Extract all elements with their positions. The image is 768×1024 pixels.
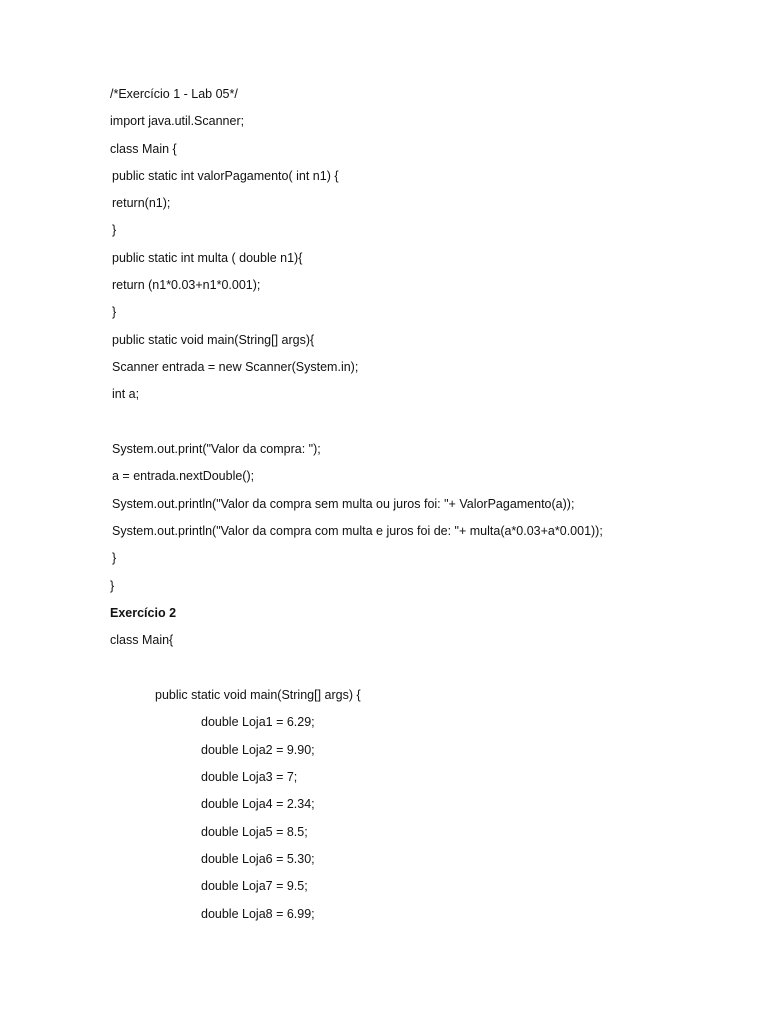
code-println-line: System.out.println("Valor da compra sem multa ou juros foi: "+ ValorPagamento(a));	[112, 497, 575, 511]
code-variable-line: double Loja3 = 7;	[201, 770, 298, 784]
code-declaration-line: int a;	[112, 387, 140, 401]
code-variable-line: double Loja4 = 2.34;	[201, 797, 315, 811]
code-method-line: public static int valorPagamento( int n1) {	[112, 169, 339, 183]
code-variable-line: double Loja5 = 8.5;	[201, 825, 308, 839]
section-heading: Exercício 2	[110, 606, 177, 620]
code-variable-line: double Loja8 = 6.99;	[201, 907, 315, 921]
code-main-line: public static void main(String[] args) {	[155, 688, 361, 702]
code-println-line: System.out.println("Valor da compra com multa e juros foi de: "+ multa(a*0.03+a*0.001));	[112, 524, 603, 538]
code-comment-line: /*Exercício 1 - Lab 05*/	[110, 87, 238, 101]
code-class-line: class Main {	[110, 142, 177, 156]
code-variable-line: double Loja6 = 5.30;	[201, 852, 315, 866]
code-assign-line: a = entrada.nextDouble();	[112, 469, 255, 483]
code-method-line: public static int multa ( double n1){	[112, 251, 303, 265]
code-brace-line: }	[110, 579, 115, 593]
code-class-line: class Main{	[110, 633, 174, 647]
code-return-line: return(n1);	[112, 196, 171, 210]
code-return-line: return (n1*0.03+n1*0.001);	[112, 278, 261, 292]
code-variable-line: double Loja1 = 6.29;	[201, 715, 315, 729]
code-main-line: public static void main(String[] args){	[112, 333, 315, 347]
code-print-line: System.out.print("Valor da compra: ");	[112, 442, 321, 456]
code-scanner-line: Scanner entrada = new Scanner(System.in);	[112, 360, 359, 374]
code-variable-line: double Loja2 = 9.90;	[201, 743, 315, 757]
code-brace-line: }	[112, 305, 117, 319]
code-brace-line: }	[112, 223, 117, 237]
code-variable-line: double Loja7 = 9.5;	[201, 879, 308, 893]
code-import-line: import java.util.Scanner;	[110, 114, 245, 128]
code-brace-line: }	[112, 551, 117, 565]
